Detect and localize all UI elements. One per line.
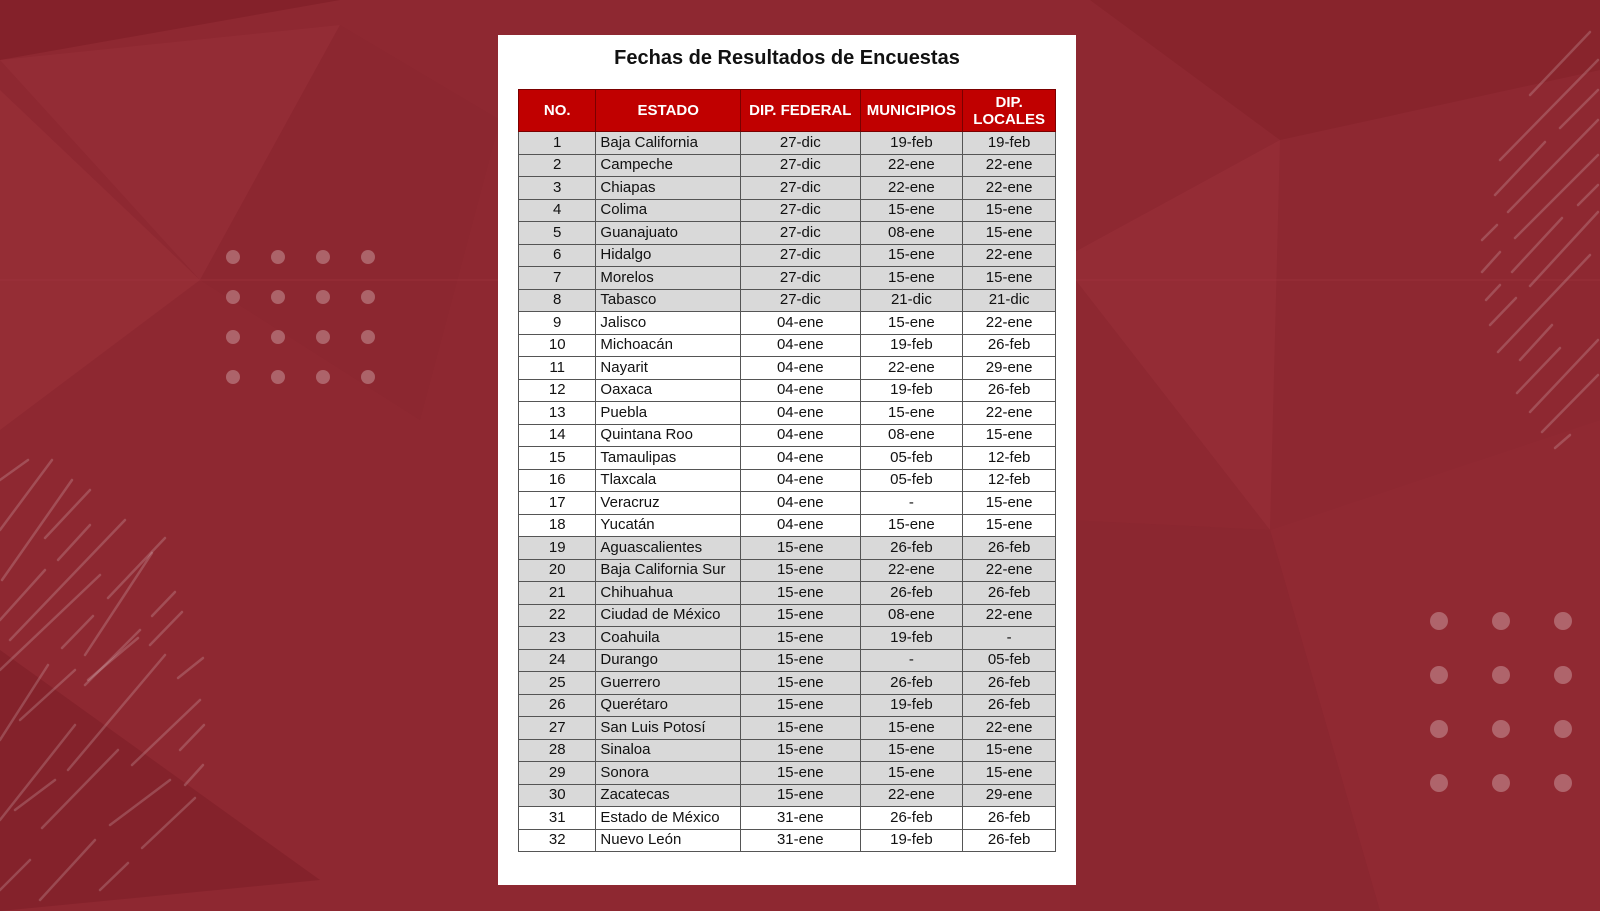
table-row xyxy=(519,469,1056,492)
cell-estado: Tlaxcala xyxy=(596,469,741,492)
cell-dip-federal: 31-ene xyxy=(741,807,861,830)
cell-dip-locales: 15-ene xyxy=(963,492,1056,515)
cell-estado: Campeche xyxy=(596,154,741,177)
cell-no: 9 xyxy=(519,312,596,335)
table-row xyxy=(519,807,1056,830)
table-row xyxy=(519,694,1056,717)
cell-dip-federal: 04-ene xyxy=(741,312,861,335)
cell-dip-federal: 27-dic xyxy=(741,154,861,177)
cell-no: 30 xyxy=(519,784,596,807)
cell-no: 26 xyxy=(519,694,596,717)
cell-municipios: 19-feb xyxy=(860,694,963,717)
cell-dip-locales: 22-ene xyxy=(963,154,1056,177)
table-row xyxy=(519,829,1056,852)
cell-dip-locales: 26-feb xyxy=(963,829,1056,852)
table-row xyxy=(519,762,1056,785)
cell-no: 14 xyxy=(519,424,596,447)
cell-dip-federal: 04-ene xyxy=(741,424,861,447)
cell-dip-locales: 15-ene xyxy=(963,222,1056,245)
cell-estado: Ciudad de México xyxy=(596,604,741,627)
cell-dip-federal: 15-ene xyxy=(741,784,861,807)
cell-dip-locales: 22-ene xyxy=(963,559,1056,582)
table-row xyxy=(519,334,1056,357)
cell-dip-federal: 04-ene xyxy=(741,514,861,537)
cell-no: 29 xyxy=(519,762,596,785)
cell-municipios: 22-ene xyxy=(860,784,963,807)
column-header-estado: ESTADO xyxy=(596,90,741,132)
cell-estado: Durango xyxy=(596,649,741,672)
cell-dip-locales: 12-feb xyxy=(963,447,1056,470)
table-row xyxy=(519,717,1056,740)
cell-no: 13 xyxy=(519,402,596,425)
cell-no: 1 xyxy=(519,132,596,155)
cell-dip-federal: 04-ene xyxy=(741,402,861,425)
cell-dip-federal: 04-ene xyxy=(741,492,861,515)
cell-municipios: 19-feb xyxy=(860,379,963,402)
cell-dip-federal: 27-dic xyxy=(741,177,861,200)
table-row xyxy=(519,402,1056,425)
cell-no: 16 xyxy=(519,469,596,492)
cell-estado: Querétaro xyxy=(596,694,741,717)
column-header-dip-locales: DIP. LOCALES xyxy=(963,90,1056,132)
table-row xyxy=(519,492,1056,515)
cell-dip-locales: 26-feb xyxy=(963,807,1056,830)
cell-dip-locales: 15-ene xyxy=(963,199,1056,222)
table-row xyxy=(519,154,1056,177)
table-row xyxy=(519,312,1056,335)
cell-municipios: 15-ene xyxy=(860,514,963,537)
cell-dip-locales: 26-feb xyxy=(963,334,1056,357)
cell-no: 18 xyxy=(519,514,596,537)
cell-dip-federal: 15-ene xyxy=(741,582,861,605)
cell-no: 6 xyxy=(519,244,596,267)
cell-dip-federal: 15-ene xyxy=(741,739,861,762)
cell-municipios: 19-feb xyxy=(860,829,963,852)
cell-dip-federal: 27-dic xyxy=(741,244,861,267)
cell-municipios: 26-feb xyxy=(860,537,963,560)
cell-dip-federal: 15-ene xyxy=(741,694,861,717)
cell-estado: Baja California xyxy=(596,132,741,155)
cell-no: 3 xyxy=(519,177,596,200)
table-body xyxy=(519,132,1056,852)
cell-dip-federal: 15-ene xyxy=(741,762,861,785)
cell-no: 23 xyxy=(519,627,596,650)
table-row xyxy=(519,222,1056,245)
cell-no: 20 xyxy=(519,559,596,582)
cell-municipios: 22-ene xyxy=(860,154,963,177)
cell-estado: Hidalgo xyxy=(596,244,741,267)
table-row xyxy=(519,537,1056,560)
cell-estado: Estado de México xyxy=(596,807,741,830)
dot-pattern-left xyxy=(226,250,375,384)
cell-municipios: 05-feb xyxy=(860,447,963,470)
cell-estado: Guerrero xyxy=(596,672,741,695)
cell-dip-locales: 26-feb xyxy=(963,582,1056,605)
cell-municipios: 22-ene xyxy=(860,357,963,380)
cell-municipios: 26-feb xyxy=(860,582,963,605)
survey-dates-card xyxy=(498,35,1076,885)
table-row xyxy=(519,514,1056,537)
cell-dip-locales: 15-ene xyxy=(963,424,1056,447)
cell-estado: Michoacán xyxy=(596,334,741,357)
cell-dip-locales: 22-ene xyxy=(963,717,1056,740)
cell-dip-locales: 22-ene xyxy=(963,312,1056,335)
table-row xyxy=(519,582,1056,605)
cell-dip-locales: 22-ene xyxy=(963,244,1056,267)
cell-municipios: 19-feb xyxy=(860,334,963,357)
survey-dates-table xyxy=(518,89,1056,852)
cell-municipios: 08-ene xyxy=(860,604,963,627)
cell-dip-federal: 15-ene xyxy=(741,604,861,627)
cell-dip-federal: 04-ene xyxy=(741,447,861,470)
cell-estado: Puebla xyxy=(596,402,741,425)
cell-dip-locales: 26-feb xyxy=(963,672,1056,695)
cell-dip-federal: 04-ene xyxy=(741,379,861,402)
cell-municipios: 15-ene xyxy=(860,717,963,740)
cell-no: 31 xyxy=(519,807,596,830)
cell-municipios: 21-dic xyxy=(860,289,963,312)
cell-no: 19 xyxy=(519,537,596,560)
table-row xyxy=(519,289,1056,312)
cell-estado: Yucatán xyxy=(596,514,741,537)
cell-dip-federal: 31-ene xyxy=(741,829,861,852)
cell-dip-locales: 15-ene xyxy=(963,514,1056,537)
cell-municipios: - xyxy=(860,492,963,515)
table-row xyxy=(519,379,1056,402)
cell-municipios: 05-feb xyxy=(860,469,963,492)
cell-dip-locales: 15-ene xyxy=(963,267,1056,290)
cell-estado: Coahuila xyxy=(596,627,741,650)
cell-dip-locales: 22-ene xyxy=(963,177,1056,200)
cell-estado: Nayarit xyxy=(596,357,741,380)
cell-estado: San Luis Potosí xyxy=(596,717,741,740)
cell-municipios: 19-feb xyxy=(860,627,963,650)
cell-municipios: 15-ene xyxy=(860,762,963,785)
cell-dip-locales: 29-ene xyxy=(963,784,1056,807)
cell-estado: Morelos xyxy=(596,267,741,290)
cell-dip-federal: 27-dic xyxy=(741,199,861,222)
cell-no: 2 xyxy=(519,154,596,177)
cell-no: 24 xyxy=(519,649,596,672)
cell-municipios: - xyxy=(860,649,963,672)
cell-dip-locales: - xyxy=(963,627,1056,650)
cell-dip-federal: 27-dic xyxy=(741,222,861,245)
table-row xyxy=(519,649,1056,672)
cell-estado: Tamaulipas xyxy=(596,447,741,470)
cell-dip-federal: 15-ene xyxy=(741,649,861,672)
cell-no: 7 xyxy=(519,267,596,290)
cell-municipios: 26-feb xyxy=(860,672,963,695)
cell-dip-federal: 15-ene xyxy=(741,627,861,650)
cell-municipios: 19-feb xyxy=(860,132,963,155)
cell-estado: Chiapas xyxy=(596,177,741,200)
table-header-row xyxy=(519,90,1056,132)
cell-dip-locales: 19-feb xyxy=(963,132,1056,155)
cell-municipios: 15-ene xyxy=(860,244,963,267)
table-row xyxy=(519,559,1056,582)
cell-no: 8 xyxy=(519,289,596,312)
cell-estado: Sinaloa xyxy=(596,739,741,762)
cell-estado: Jalisco xyxy=(596,312,741,335)
cell-dip-locales: 05-feb xyxy=(963,649,1056,672)
cell-no: 4 xyxy=(519,199,596,222)
document-title: Fechas de Resultados de Encuestas xyxy=(614,47,960,69)
cell-dip-locales: 26-feb xyxy=(963,379,1056,402)
cell-no: 21 xyxy=(519,582,596,605)
cell-municipios: 15-ene xyxy=(860,402,963,425)
cell-dip-federal: 27-dic xyxy=(741,132,861,155)
table-row xyxy=(519,199,1056,222)
cell-no: 5 xyxy=(519,222,596,245)
cell-municipios: 22-ene xyxy=(860,177,963,200)
cell-no: 12 xyxy=(519,379,596,402)
cell-municipios: 26-feb xyxy=(860,807,963,830)
cell-estado: Zacatecas xyxy=(596,784,741,807)
table-row xyxy=(519,132,1056,155)
cell-dip-federal: 15-ene xyxy=(741,717,861,740)
cell-estado: Oaxaca xyxy=(596,379,741,402)
cell-dip-locales: 29-ene xyxy=(963,357,1056,380)
cell-dip-federal: 27-dic xyxy=(741,289,861,312)
cell-no: 11 xyxy=(519,357,596,380)
cell-estado: Veracruz xyxy=(596,492,741,515)
cell-municipios: 15-ene xyxy=(860,312,963,335)
cell-no: 15 xyxy=(519,447,596,470)
cell-estado: Tabasco xyxy=(596,289,741,312)
cell-municipios: 08-ene xyxy=(860,222,963,245)
cell-dip-federal: 04-ene xyxy=(741,469,861,492)
table-row xyxy=(519,424,1056,447)
table-row xyxy=(519,447,1056,470)
cell-municipios: 15-ene xyxy=(860,267,963,290)
cell-municipios: 22-ene xyxy=(860,559,963,582)
cell-estado: Baja California Sur xyxy=(596,559,741,582)
cell-dip-federal: 04-ene xyxy=(741,357,861,380)
cell-estado: Guanajuato xyxy=(596,222,741,245)
cell-dip-federal: 04-ene xyxy=(741,334,861,357)
cell-estado: Aguascalientes xyxy=(596,537,741,560)
cell-dip-locales: 15-ene xyxy=(963,739,1056,762)
cell-dip-locales: 21-dic xyxy=(963,289,1056,312)
cell-no: 17 xyxy=(519,492,596,515)
table-row xyxy=(519,604,1056,627)
cell-dip-locales: 22-ene xyxy=(963,604,1056,627)
stripe-pattern-right xyxy=(1380,0,1600,460)
table-row xyxy=(519,177,1056,200)
cell-no: 10 xyxy=(519,334,596,357)
cell-dip-locales: 12-feb xyxy=(963,469,1056,492)
cell-dip-federal: 15-ene xyxy=(741,537,861,560)
table-row xyxy=(519,357,1056,380)
cell-estado: Sonora xyxy=(596,762,741,785)
cell-dip-locales: 26-feb xyxy=(963,694,1056,717)
column-header-no: NO. xyxy=(519,90,596,132)
table-row xyxy=(519,267,1056,290)
cell-estado: Colima xyxy=(596,199,741,222)
cell-municipios: 15-ene xyxy=(860,199,963,222)
column-header-dip-federal: DIP. FEDERAL xyxy=(741,90,861,132)
table-row xyxy=(519,627,1056,650)
cell-estado: Quintana Roo xyxy=(596,424,741,447)
table-row xyxy=(519,244,1056,267)
cell-dip-locales: 26-feb xyxy=(963,537,1056,560)
cell-dip-federal: 27-dic xyxy=(741,267,861,290)
cell-no: 32 xyxy=(519,829,596,852)
cell-municipios: 15-ene xyxy=(860,739,963,762)
table-row xyxy=(519,672,1056,695)
cell-estado: Nuevo León xyxy=(596,829,741,852)
cell-no: 28 xyxy=(519,739,596,762)
column-header-municipios: MUNICIPIOS xyxy=(860,90,963,132)
dot-pattern-right xyxy=(1430,612,1572,792)
table-row xyxy=(519,739,1056,762)
cell-dip-locales: 15-ene xyxy=(963,762,1056,785)
cell-dip-federal: 15-ene xyxy=(741,672,861,695)
cell-dip-locales: 22-ene xyxy=(963,402,1056,425)
cell-estado: Chihuahua xyxy=(596,582,741,605)
cell-municipios: 08-ene xyxy=(860,424,963,447)
stripe-pattern-left xyxy=(0,420,240,911)
cell-no: 25 xyxy=(519,672,596,695)
cell-dip-federal: 15-ene xyxy=(741,559,861,582)
cell-no: 27 xyxy=(519,717,596,740)
cell-no: 22 xyxy=(519,604,596,627)
table-row xyxy=(519,784,1056,807)
